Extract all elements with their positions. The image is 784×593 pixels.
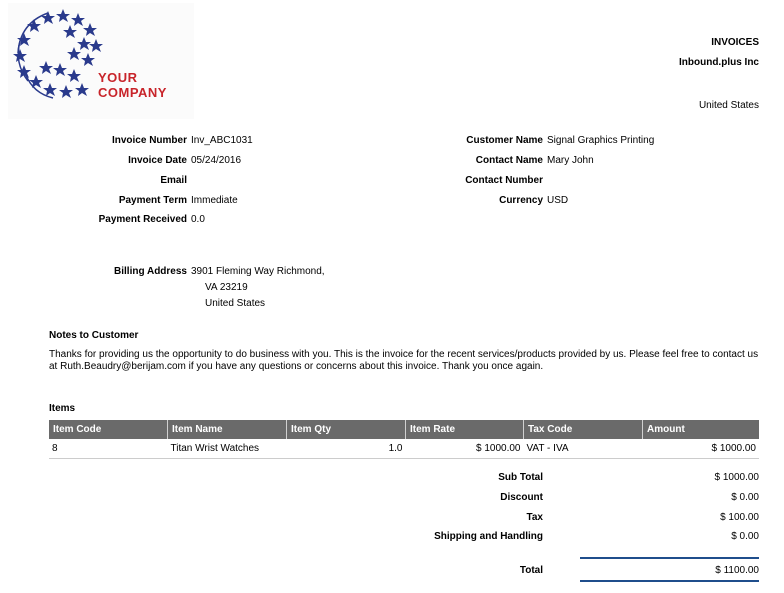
contact-number-label: Contact Number <box>465 175 543 186</box>
document-title: INVOICES <box>711 37 759 48</box>
items-table <box>49 420 759 459</box>
payment-term-label: Payment Term <box>118 195 187 206</box>
notes-title: Notes to Customer <box>49 330 139 341</box>
total-value: $ 1100.00 <box>715 565 759 576</box>
col-item-qty: Item Qty <box>287 420 406 439</box>
company-logo <box>8 3 194 119</box>
tax-value: $ 100.00 <box>720 512 759 523</box>
currency: USD <box>547 195 569 206</box>
subtotal-label: Sub Total <box>498 472 543 483</box>
col-item-code: Item Code <box>49 420 168 439</box>
invoice-date-label: Invoice Date <box>128 155 187 166</box>
payment-term: Immediate <box>191 195 238 206</box>
col-amount: Amount <box>643 420 760 439</box>
total-rule-top <box>580 557 759 559</box>
logo-text: YOUR COMPANY <box>98 70 167 100</box>
notes-text: Thanks for providing us the opportunity to do business with you. This is the invoice for the recent services/products provided by us. Please feel free to contact us at Ruth.Beaudry@berijam.com if you have any questions or concerns about this invoice. Thank you once again. <box>49 349 759 372</box>
cell-item-rate: $ 1000.00 <box>406 439 524 459</box>
cell-amount: $ 1000.00 <box>643 439 760 459</box>
invoice-date: 05/24/2016 <box>191 155 242 166</box>
payment-received-label: Payment Received <box>98 214 187 225</box>
billing-line-2: VA 23219 <box>205 282 248 293</box>
discount-value: $ 0.00 <box>731 492 759 503</box>
discount-label: Discount <box>500 492 543 503</box>
customer-name-label: Customer Name <box>466 135 543 146</box>
contact-name: Mary John <box>547 155 594 166</box>
cell-item-qty: 1.0 <box>287 439 406 459</box>
contact-name-label: Contact Name <box>475 155 543 166</box>
items-title: Items <box>49 403 76 414</box>
billing-line-1: 3901 Fleming Way Richmond, <box>191 266 325 277</box>
billing-address-label: Billing Address <box>114 266 187 277</box>
col-item-name: Item Name <box>168 420 287 439</box>
company-country: United States <box>698 100 759 111</box>
cell-item-code: 8 <box>49 439 168 459</box>
subtotal-value: $ 1000.00 <box>714 472 759 483</box>
shipping-value: $ 0.00 <box>731 531 759 542</box>
billing-line-3: United States <box>205 298 266 309</box>
total-rule-bottom <box>580 580 759 582</box>
currency-label: Currency <box>499 195 543 206</box>
shipping-label: Shipping and Handling <box>434 531 543 542</box>
payment-received: 0.0 <box>191 214 205 225</box>
total-label: Total <box>519 565 543 576</box>
cell-item-name: Titan Wrist Watches <box>168 439 287 459</box>
cell-tax-code: VAT - IVA <box>524 439 643 459</box>
items-header-row <box>49 420 759 439</box>
customer-name: Signal Graphics Printing <box>547 135 655 146</box>
email-label: Email <box>160 175 187 186</box>
tax-label: Tax <box>526 512 543 523</box>
invoice-number: Inv_ABC1031 <box>191 135 253 146</box>
invoice-number-label: Invoice Number <box>111 135 187 146</box>
col-tax-code: Tax Code <box>524 420 643 439</box>
col-item-rate: Item Rate <box>406 420 524 439</box>
company-name: Inbound.plus Inc <box>679 57 759 68</box>
table-row <box>49 439 759 459</box>
